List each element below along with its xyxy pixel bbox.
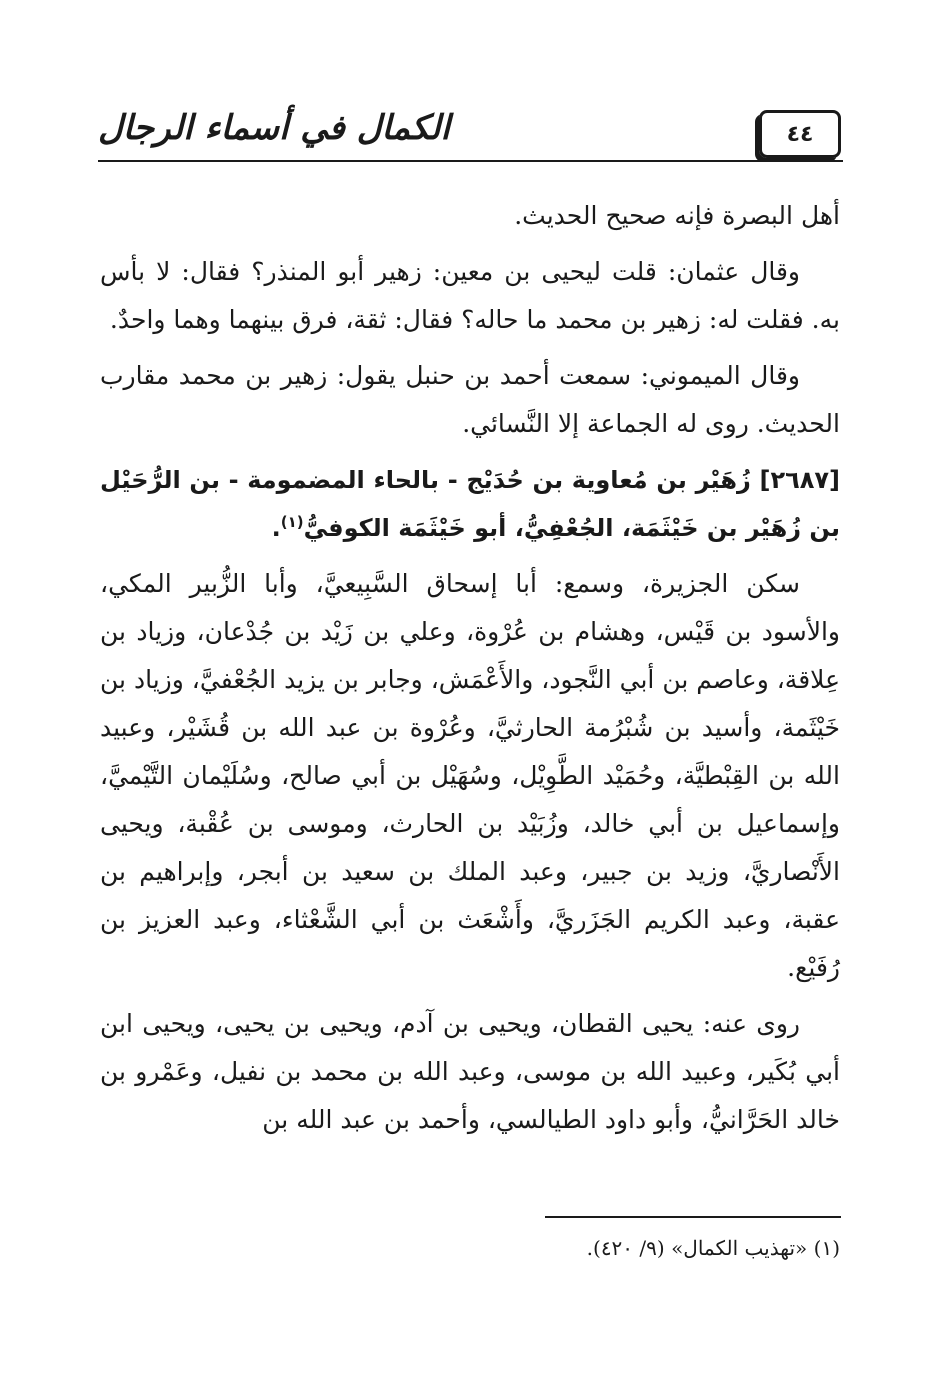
paragraph: سكن الجزيرة، وسمع: أبا إسحاق السَّبِيعيَّ، وأبا الزُّبير المكي، والأسود بن قَيْس، وهشام بن عُرْوة، وعلي بن زَيْد بن جُدْعان، وزياد بن عِلاقة، وعاصم بن أبي النَّجود، والأَعْمَش، وجابر بن يزيد الجُعْفيَّ، وزياد بن خَيْثَمة، وأسيد بن شُبْرُمة الحارثيَّ، وعُرْوة بن عبد الله بن قُشَيْر، وعبيد الله بن القِبْطيَّة، وحُمَيْد الطَّوِيْل، وسُهَيْل بن أبي صالح، وسُلَيْمان التَّيْميَّ، وإسماعيل بن أبي خالد، وزُبَيْد بن الحارث، وموسى بن عُقْبة، ويحيى الأَنْصاريَّ، وزيد بن جبير، وعبد الملك بن سعيد بن أبجر، وإبراهيم بن عقبة، وعبد الكريم الجَزَريَّ، وأَشْعَث بن أبي الشَّعْثاء، وعبد العزيز بن رُفَيْع.: [100, 569, 840, 982]
footnote-divider: [545, 1216, 841, 1218]
main-text: [100, 192, 840, 1152]
page-number: ٤٤: [759, 110, 841, 158]
running-title: الكمال في أسماء الرجال: [98, 108, 450, 148]
paragraph: روى عنه: يحيى القطان، ويحيى بن آدم، ويحيى بن يحيى، ويحيى ابن أبي بُكَير، وعبيد الله بن موسى، وعبد الله بن محمد بن نفيل، وعَمْرو بن خالد الحَرَّانيُّ، وأبو داود الطيالسي، وأحمد بن عبد الله بن: [100, 1009, 840, 1134]
header-divider: [98, 160, 843, 162]
footnote-reference: (١): [280, 513, 304, 531]
footnote: (١) «تهذيب الكمال» (٩/ ٤٢٠).: [586, 1236, 840, 1260]
paragraph: وقال الميموني: سمعت أحمد بن حنبل يقول: زهير بن محمد مقارب الحديث. روى له الجماعة إلا النَّسائي.: [100, 361, 840, 438]
entry-heading-end: .: [271, 514, 281, 542]
paragraph: أهل البصرة فإنه صحيح الحديث.: [514, 201, 840, 230]
entry-heading-text: [٢٦٨٧] زُهَيْر بن مُعاوية بن حُدَيْج - بالحاء المضمومة - بن الرُّحَيْل بن زُهَيْر بن خَيْثَمَة، الجُعْفِيُّ، أبو خَيْثَمَة الكوفيُّ: [100, 466, 840, 542]
page-header: [98, 104, 843, 164]
entry-heading: [100, 456, 840, 552]
paragraph: وقال عثمان: قلت ليحيى بن معين: زهير أبو المنذر؟ فقال: لا بأس به. فقلت له: زهير بن محمد ما حاله؟ فقال: ثقة، فرق بينهما وهما واحدٌ.: [100, 257, 840, 334]
